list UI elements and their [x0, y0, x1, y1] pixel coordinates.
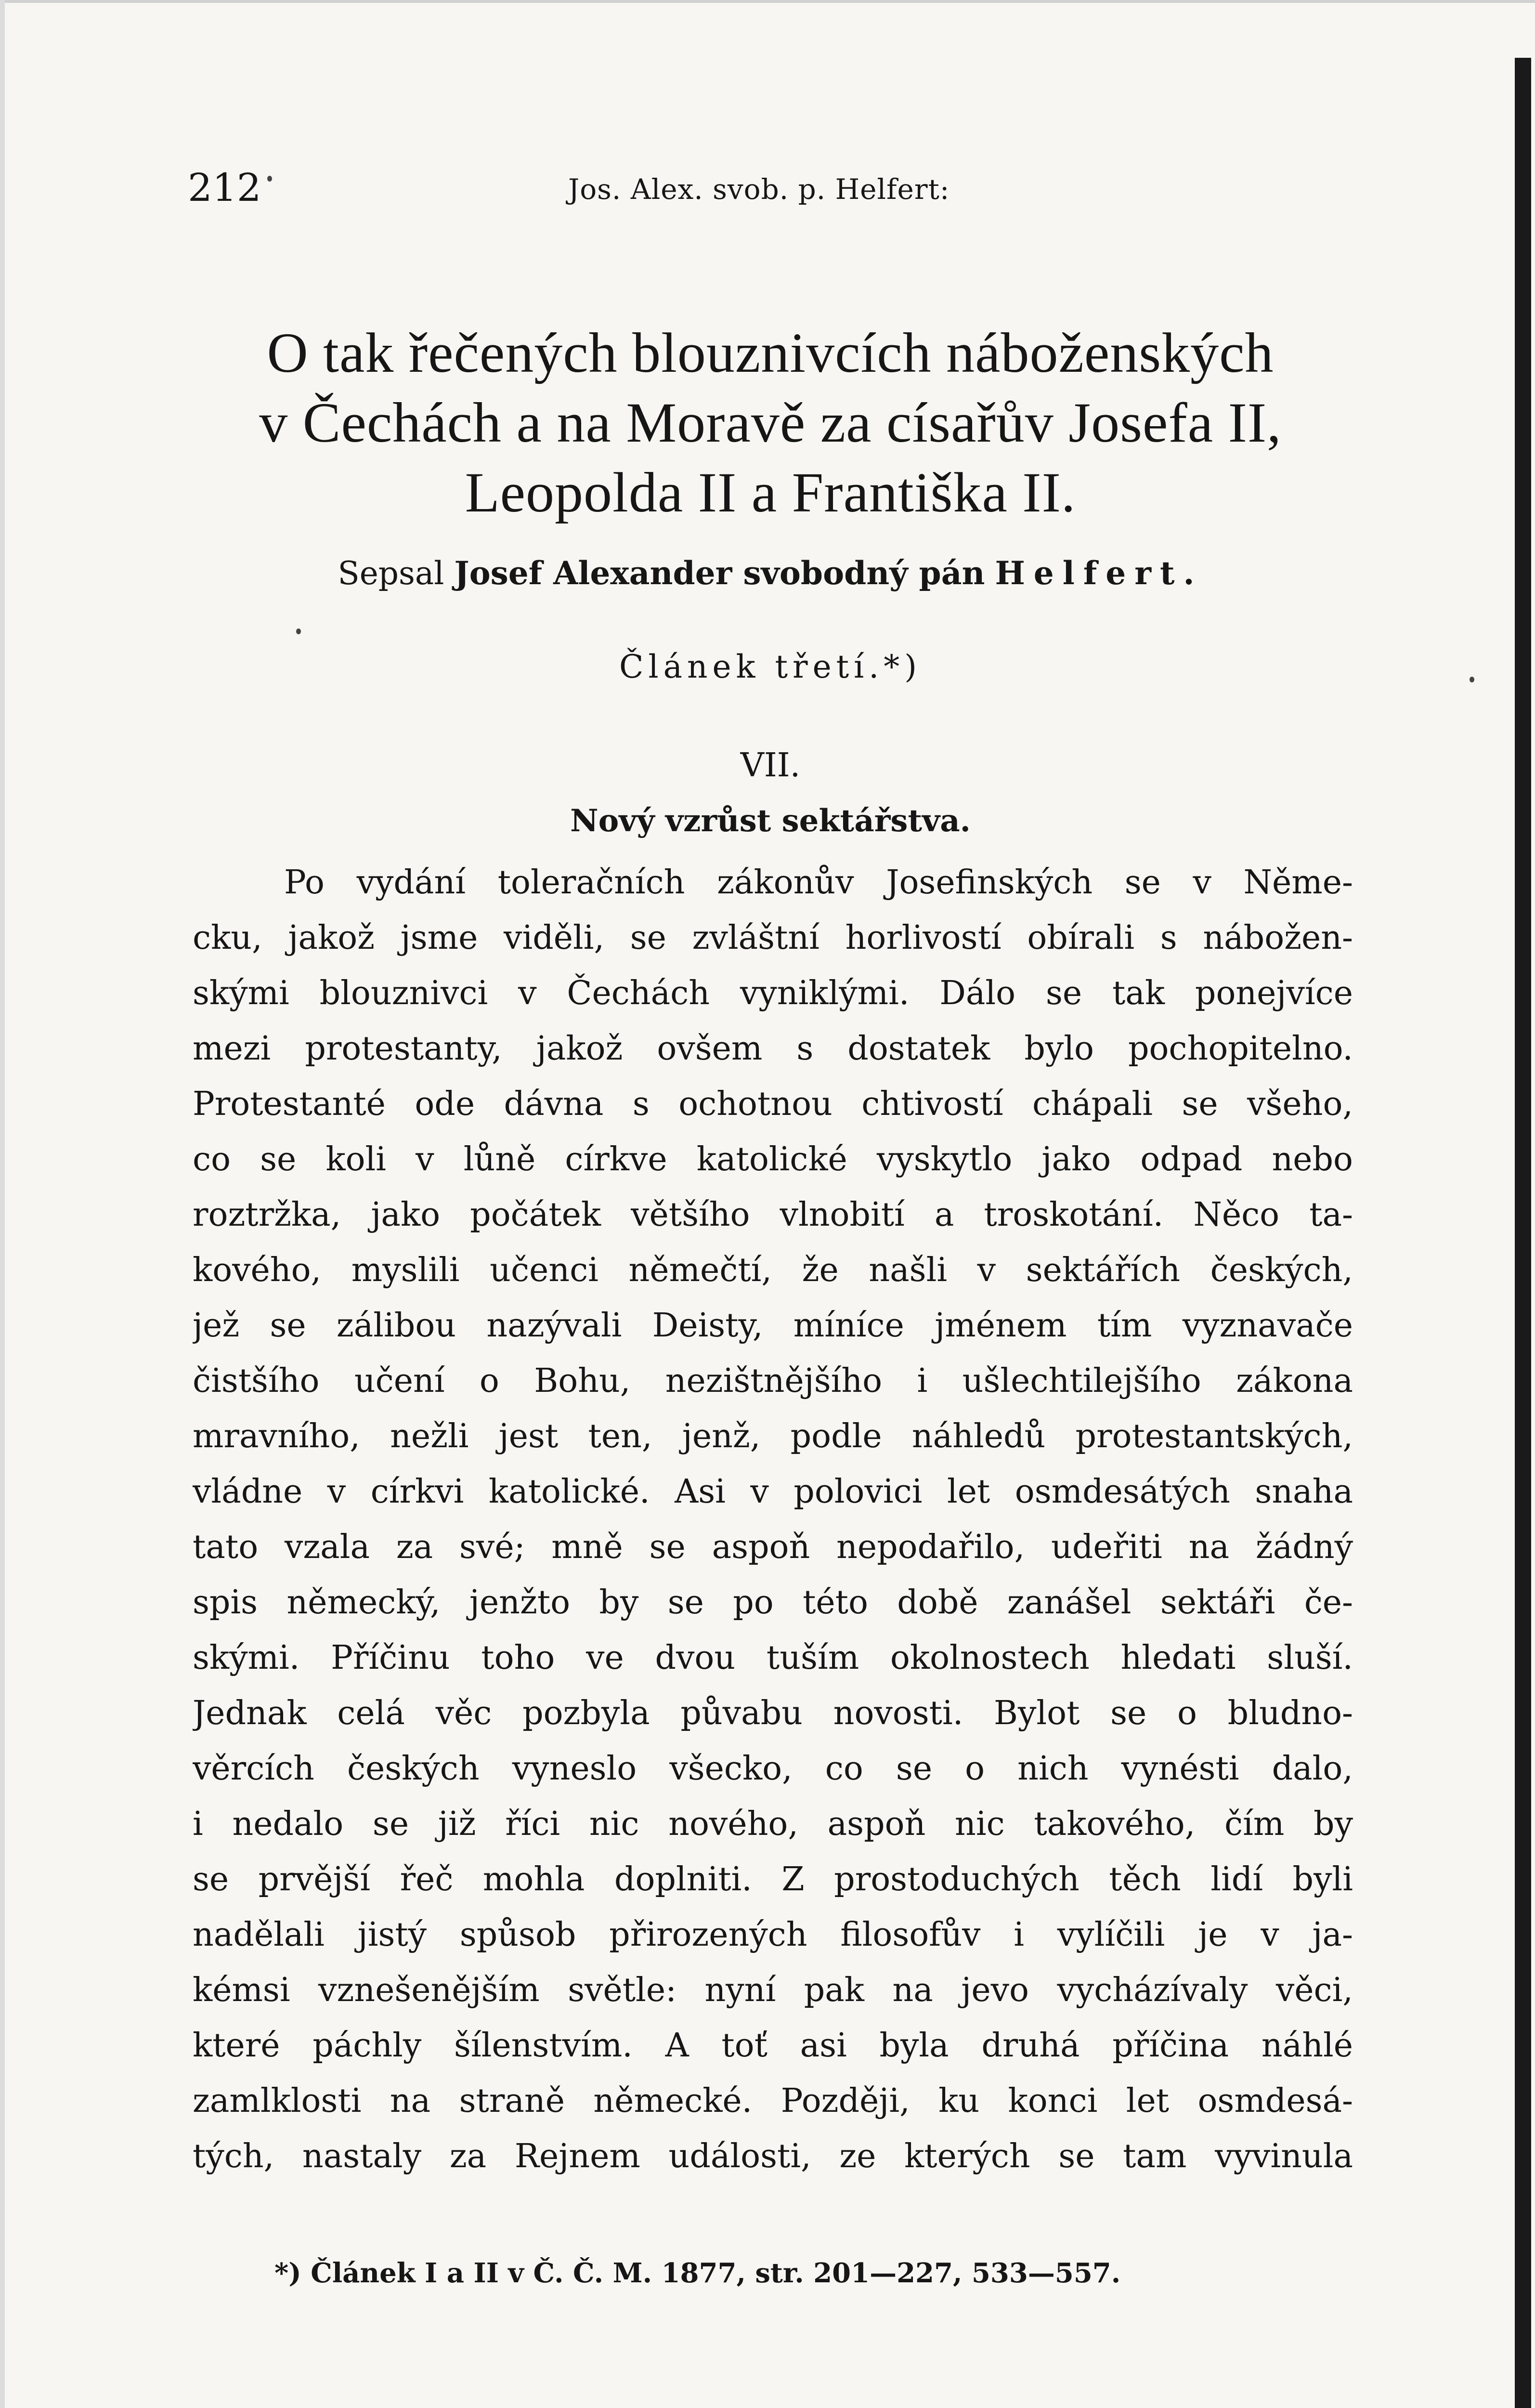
body-line: nadělali jistý spůsob přirozených filosofův i vylíčili je v ja-: [193, 1916, 1353, 1954]
scan-edge-left: [0, 0, 5, 2408]
title-line: v Čechách a na Moravě za císařův Josefa II,: [259, 391, 1282, 454]
footnote: *) Článek I a II v Č. Č. M. 1877, str. 201—227, 533—557.: [274, 2257, 1121, 2289]
title-line: Leopolda II a Františka II.: [465, 461, 1076, 524]
body-line: cku, jakož jsme viděli, se zvláštní horlivostí obírali s nábožen-: [193, 919, 1353, 957]
byline: [193, 551, 1348, 595]
byline-prefix: Sepsal: [338, 555, 444, 592]
body-line: Po vydání toleračních zákonův Josefinských se v Něme-: [284, 864, 1353, 902]
body-line: skými blouznivci v Čechách vyniklými. Dálo se tak ponejvíce: [193, 974, 1353, 1012]
body-line: mezi protestanty, jakož ovšem s dostatek bylo pochopitelno.: [193, 1030, 1353, 1068]
body-line: roztržka, jako počátek většího vlnobití a troskotání. Něco ta-: [193, 1196, 1353, 1234]
body-line: spis německý, jenžto by se po této době zanášel sektáři če-: [193, 1584, 1353, 1622]
body-line: věrcích českých vyneslo všecko, co se o nich vynésti dalo,: [193, 1750, 1353, 1788]
body-line: zamlklosti na straně německé. Později, ku konci let osmdesá-: [193, 2082, 1353, 2120]
running-head-author: Jos. Alex. svob. p. Helfert:: [568, 173, 950, 206]
body-line: tato vzala za své; mně se aspoň nepodařilo, udeřiti na žádný: [193, 1528, 1353, 1566]
body-line: kového, myslili učenci němečtí, že našli v sektářích českých,: [193, 1251, 1353, 1289]
section-number: VII.: [740, 746, 801, 785]
ink-speck: [1470, 677, 1474, 682]
body-line: mravního, nežli jest ten, jenž, podle náhledů protestantských,: [193, 1417, 1353, 1455]
ink-speck: [296, 628, 301, 634]
body-line: i nedalo se již říci nic nového, aspoň nic takového, čím by: [193, 1805, 1353, 1843]
author-surname: Helfert.: [995, 554, 1203, 592]
scan-edge-top: [0, 0, 1535, 3]
section-title: Nový vzrůst sektářstva.: [570, 803, 971, 839]
body-line: vládne v církvi katolické. Asi v polovici let osmdesátých snaha: [193, 1473, 1353, 1511]
title-line: O tak řečených blouznivcích náboženských: [267, 321, 1274, 384]
body-line: které páchly šílenstvím. A toť asi byla druhá příčina náhlé: [193, 2027, 1353, 2065]
article-part-label: Článek třetí.*): [619, 648, 922, 685]
body-text: [193, 855, 1353, 2184]
body-line: co se koli v lůně církve katolické vyskytlo jako odpad nebo: [193, 1140, 1353, 1178]
article-title: [193, 318, 1348, 527]
body-line: tých, nastaly za Rejnem události, ze kterých se tam vyvinula: [193, 2137, 1353, 2175]
body-line: se prvější řeč mohla doplniti. Z prostoduchých těch lidí byli: [193, 1860, 1353, 1898]
body-line: jež se zálibou nazývali Deisty, míníce jménem tím vyznavače: [193, 1307, 1353, 1345]
scan-edge-right: [1515, 58, 1531, 2408]
author-name: Josef Alexander svobodný pán: [454, 554, 985, 592]
body-line: čistšího učení o Bohu, nezištnějšího i ušlechtilejšího zákona: [193, 1362, 1353, 1400]
body-line: kémsi vznešenějším světle: nyní pak na jevo vycházívaly věci,: [193, 1971, 1353, 2009]
page-number: 212: [188, 165, 261, 210]
body-line: Protestanté ode dávna s ochotnou chtivostí chápali se všeho,: [193, 1085, 1353, 1123]
body-line: Jednak celá věc pozbyla půvabu novosti. Bylot se o bludno-: [193, 1694, 1353, 1732]
running-head: [188, 164, 1367, 217]
body-line: skými. Příčinu toho ve dvou tuším okolnostech hledati sluší.: [193, 1639, 1353, 1677]
